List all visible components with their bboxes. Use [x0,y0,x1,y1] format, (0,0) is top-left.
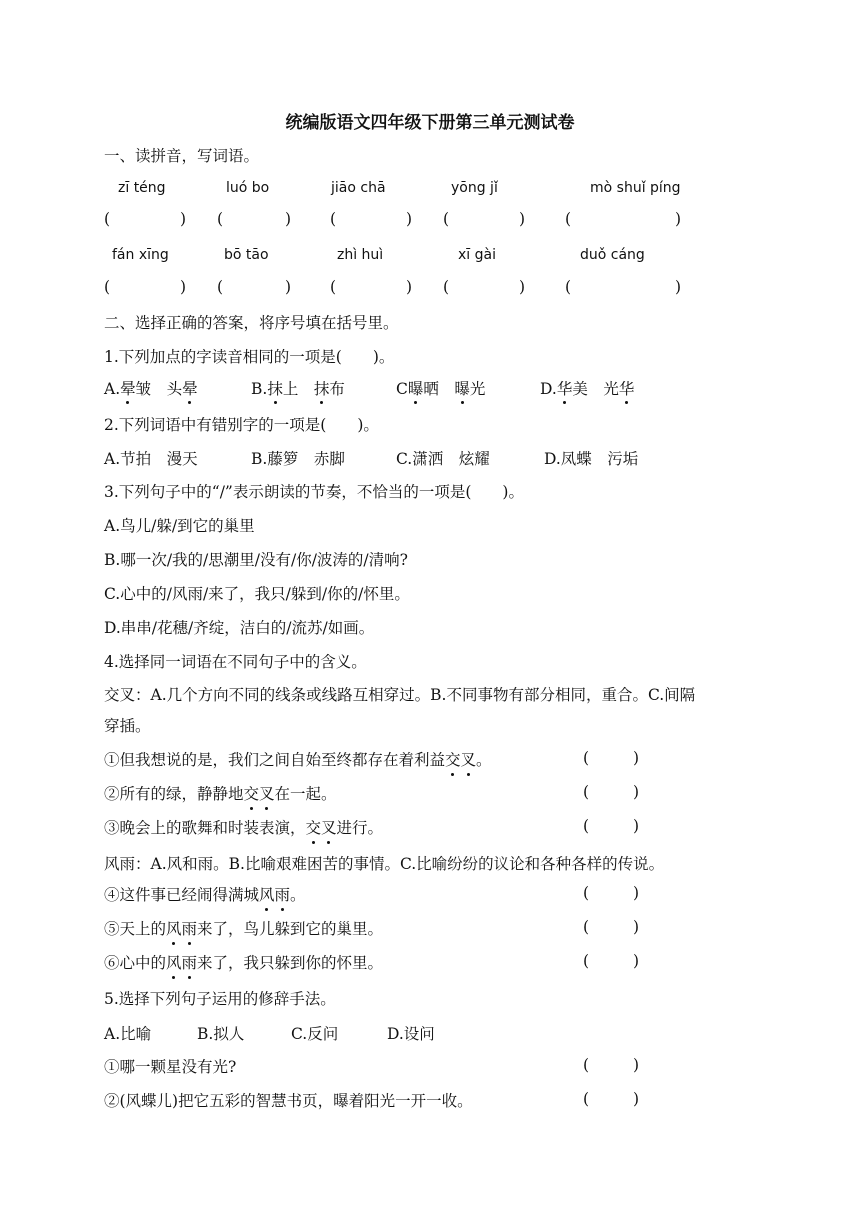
option-text: 布 [329,380,345,398]
page-title: 统编版语文四年级下册第三单元测试卷 [285,113,575,133]
q5-option-d[interactable]: D.设问 [387,1025,435,1043]
dotted-char: 雨 [274,886,291,904]
dotted-char: 叉 [460,751,477,769]
pinyin-2-3: zhì huì [337,247,384,263]
pinyin-1-2: luó bo [226,180,270,196]
q5-sentence-1: ①哪一颗星没有光? [104,1058,237,1076]
option-letter: A. [104,380,121,398]
dotted-char: 叉 [321,819,337,837]
pinyin-2-4: xī gài [458,247,496,263]
definition-jiaocha-cont: 穿插。 [104,717,151,735]
pinyin-1-4: yōng jǐ [451,180,498,196]
dotted-char: 雨 [181,920,198,938]
answer-blank-1-5[interactable]: ( ) [565,210,681,228]
answer-blank-2-3[interactable]: ( ) [330,278,412,296]
section2-heading: 二、选择正确的答案，将序号填在括号里。 [104,314,399,332]
dotted-char: 交 [445,751,461,769]
answer-blank-1-1[interactable]: ( ) [104,210,186,228]
option-text: 美 光 [572,380,619,398]
q4-sentence-4: ④这件事已经闹得满城风雨。 [104,886,306,904]
definition-fengyu: 风雨：A.风和雨。B.比喻艰难困苦的事情。C.比喻纷纷的议论和各种各样的传说。 [104,855,665,873]
q4-sentence-3: ③晚会上的歌舞和时装表演，交叉进行。 [104,819,384,837]
option-letter: D. [540,380,557,398]
option-text: 晒 [423,380,455,398]
section1-heading: 一、读拼音，写词语。 [104,147,260,165]
option-letter: B. [251,380,268,398]
dotted-char: 曝 [408,377,424,399]
dotted-char: 风 [166,954,182,972]
answer-blank-1-2[interactable]: ( ) [217,210,291,228]
dotted-char: 晕 [182,377,198,399]
q4-sentence-2: ②所有的绿，静静地交叉在一起。 [104,785,337,803]
question-2: 2.下列词语中有错别字的一项是( )。 [104,416,379,434]
q3-option-a[interactable]: A.鸟儿/躲/到它的巢里 [104,517,255,535]
q5-option-a[interactable]: A.比喻 [104,1025,152,1043]
definition-jiaocha: 交叉：A.几个方向不同的线条或线路互相穿过。B.不同事物有部分相同，重合。C.间隔 [104,686,696,704]
q2-option-b[interactable]: B.藤箩 赤脚 [251,450,345,468]
dotted-char: 风 [259,886,275,904]
q2-option-a[interactable]: A.节拍 漫天 [104,450,198,468]
q4-sentence-5: ⑤天上的风雨来了，鸟儿躲到它的巢里。 [104,920,384,938]
dotted-char: 抹 [314,377,330,399]
q2-option-d[interactable]: D.凤蝶 污垢 [544,450,639,468]
answer-blank-2-4[interactable]: ( ) [443,278,525,296]
option-text: 光 [469,380,486,398]
q1-option-d[interactable] [540,377,634,399]
dotted-char: 雨 [181,954,198,972]
answer-blank-2-1[interactable]: ( ) [104,278,186,296]
dotted-char: 叉 [259,785,275,803]
q1-option-b[interactable] [251,377,345,399]
dotted-char: 交 [243,785,260,803]
dotted-char: 曝 [454,377,470,399]
q3-option-b[interactable]: B.哪一次/我的/思潮里/没有/你/波涛的/清响? [104,551,408,569]
answer-blank-1-4[interactable]: ( ) [443,210,525,228]
pinyin-2-1: fán xīng [112,247,169,263]
pinyin-1-3: jiāo chā [331,180,386,196]
dotted-char: 交 [305,819,322,837]
answer-blank-2-2[interactable]: ( ) [217,278,291,296]
dotted-char: 晕 [120,377,136,399]
q3-option-c[interactable]: C.心中的/风雨/来了，我只/躲到/你的/怀里。 [104,585,410,603]
dotted-char: 风 [166,920,182,938]
pinyin-1-5: mò shuǐ píng [590,180,681,196]
question-3: 3.下列句子中的“/”表示朗读的节奏，不恰当的一项是( )。 [104,483,524,501]
q4-sentence-6: ⑥心中的风雨来了，我只躲到你的怀里。 [104,954,384,972]
option-text: 上 [282,380,314,398]
q5-option-c[interactable]: C.反问 [291,1025,339,1043]
q4-sentence-1: ①但我想说的是，我们之间自始至终都存在着利益交叉。 [104,751,492,769]
question-5: 5.选择下列句子运用的修辞手法。 [104,990,336,1008]
q1-option-a[interactable] [104,377,198,399]
dotted-char: 抹 [267,377,283,399]
answer-blank-1-3[interactable]: ( ) [330,210,412,228]
question-4: 4.选择同一词语在不同句子中的含义。 [104,653,367,671]
q5-sentence-2: ②(风蝶儿)把它五彩的智慧书页，曝着阳光一开一收。 [104,1092,473,1110]
pinyin-1-1: zī téng [118,180,166,196]
pinyin-2-5: duǒ cáng [580,247,645,263]
q3-option-d[interactable]: D.串串/花穗/齐绽，洁白的/流苏/如画。 [104,619,375,637]
dotted-char: 华 [557,377,573,399]
q1-option-c[interactable] [396,377,485,399]
q2-option-c[interactable]: C.潇洒 炫耀 [396,450,490,468]
option-letter: C [396,380,408,398]
option-text: 皱 头 [135,380,183,398]
dotted-char: 华 [619,377,635,399]
question-1: 1.下列加点的字读音相同的一项是( )。 [104,348,395,366]
pinyin-2-2: bō tāo [224,247,269,263]
answer-blank-2-5[interactable]: ( ) [565,278,681,296]
q5-option-b[interactable]: B.拟人 [197,1025,245,1043]
